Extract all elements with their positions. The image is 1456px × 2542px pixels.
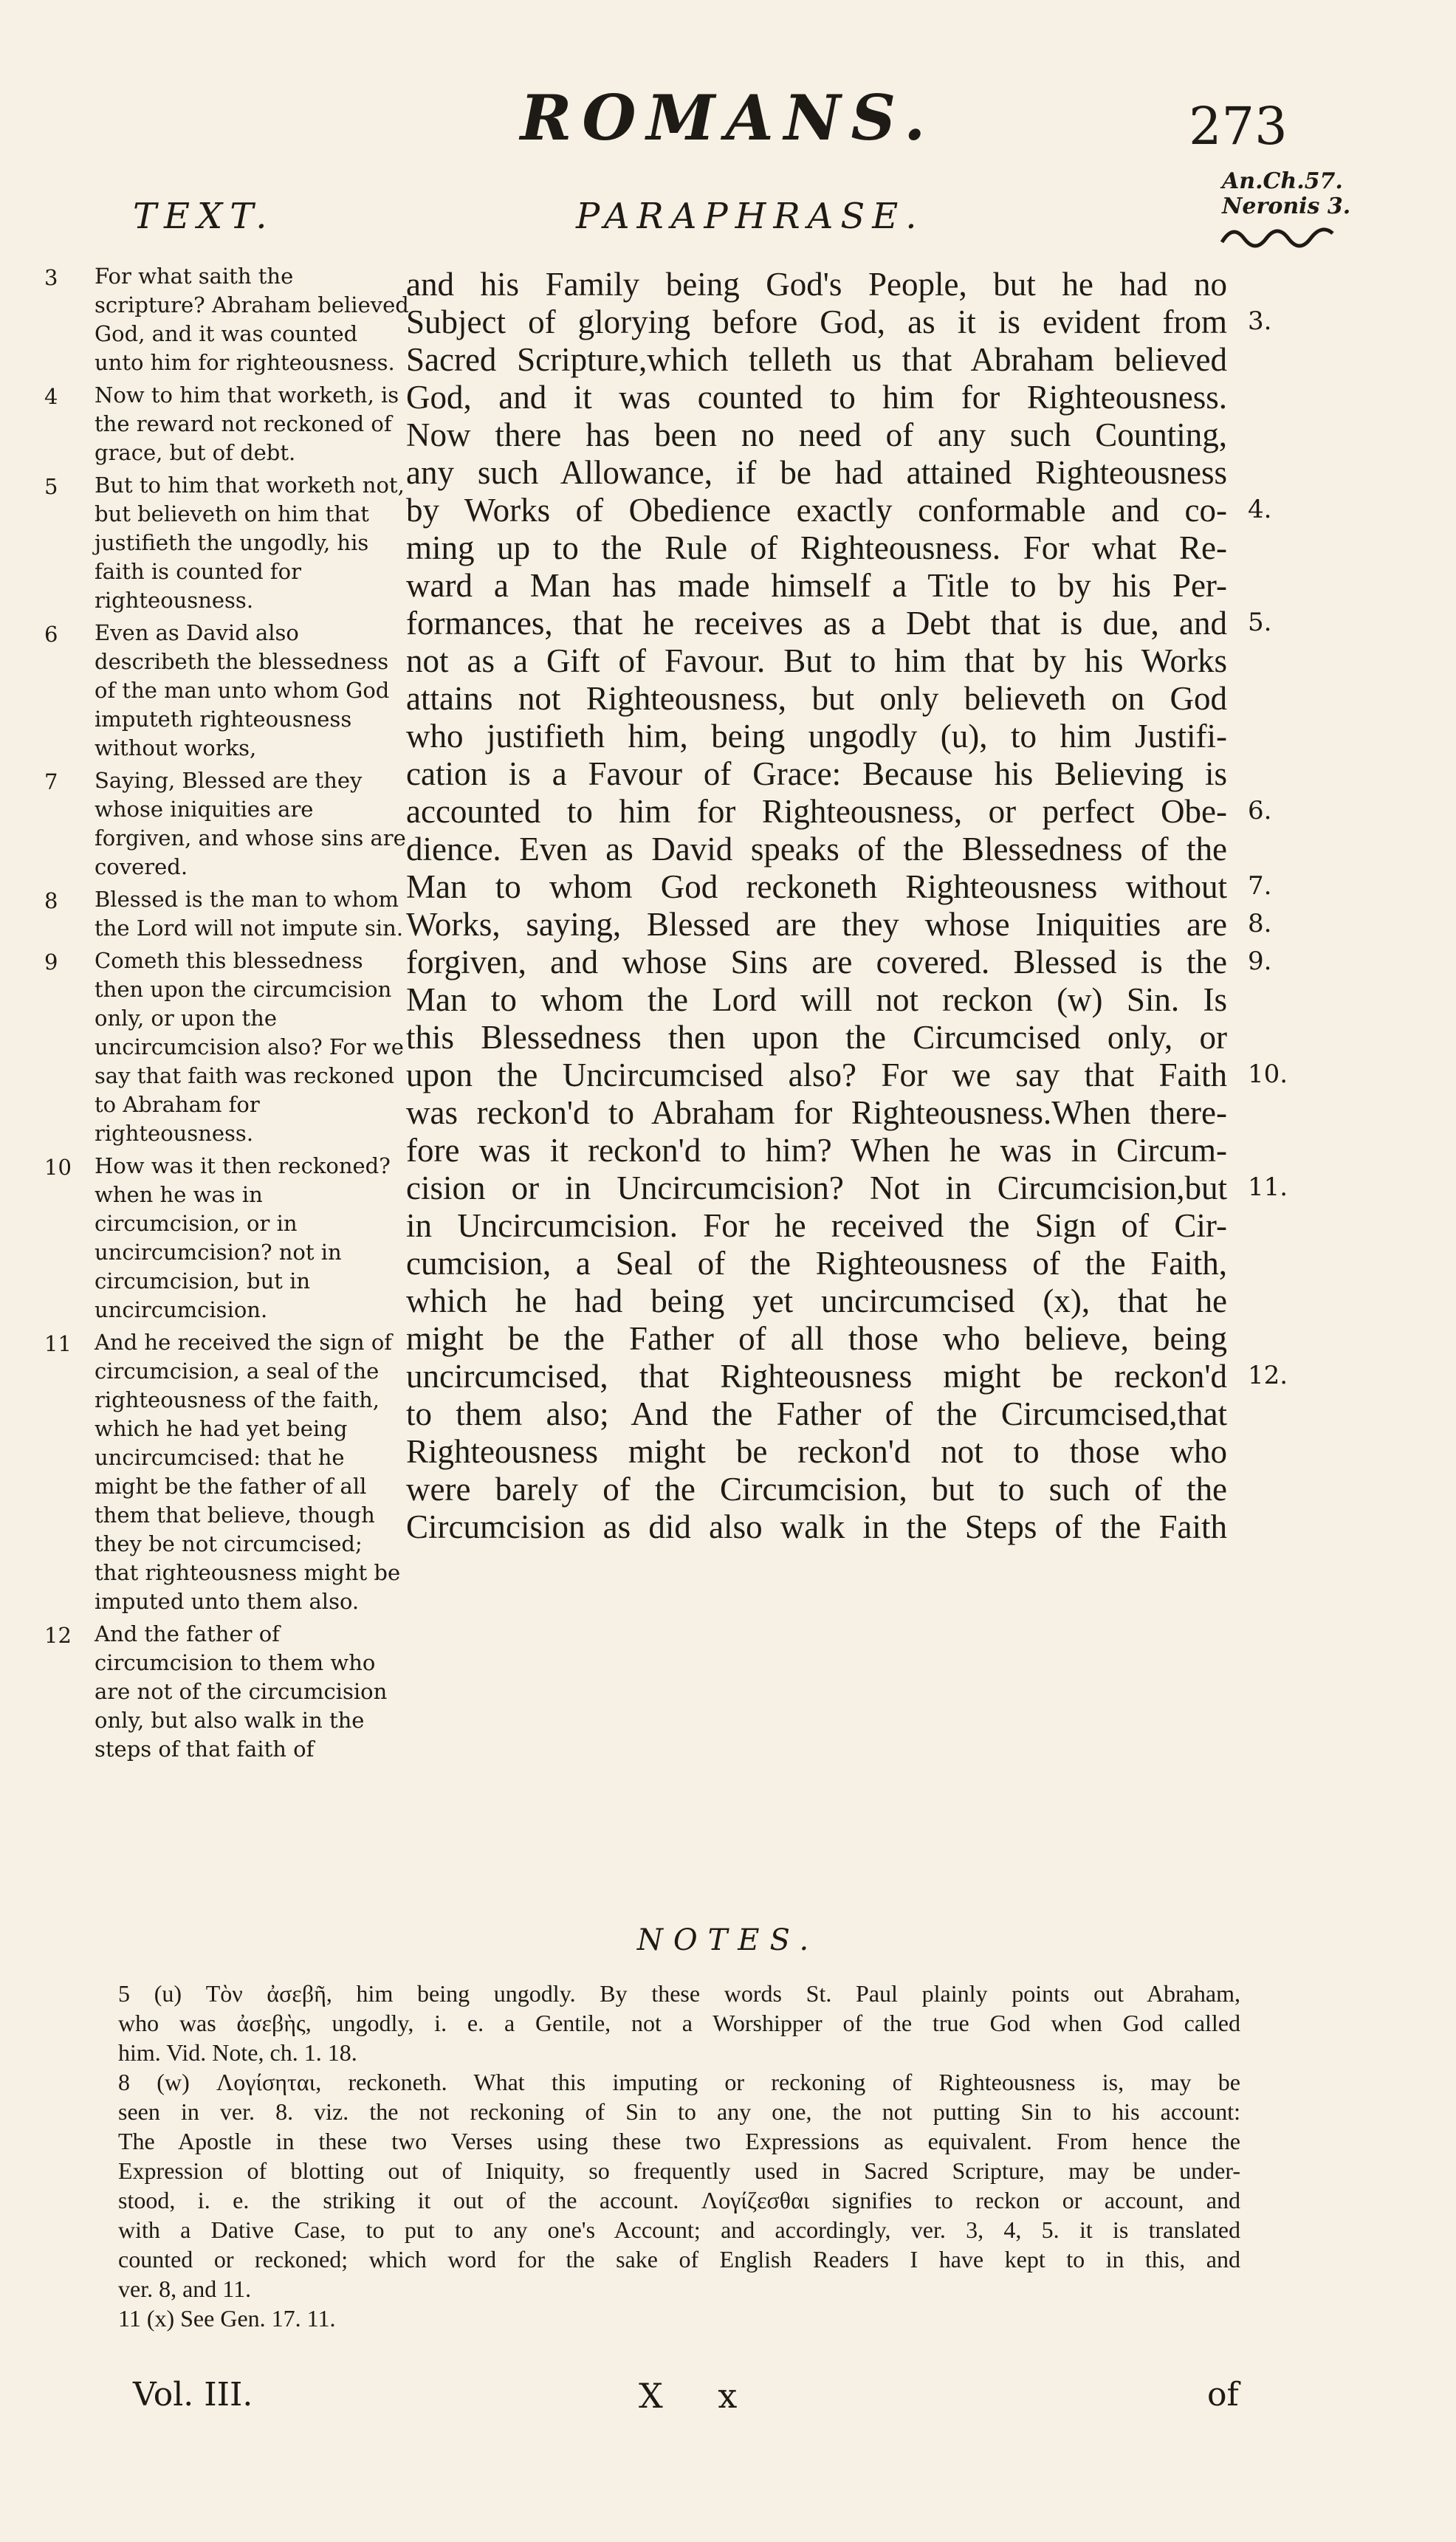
paraphrase-line: Righteousness might be reckon'd not to those who (406, 1433, 1227, 1470)
margin-verse-number: 4. (1248, 495, 1272, 524)
note-line: 11 (x) See Gen. 17. 11. (118, 2305, 336, 2332)
paraphrase-line: ward a Man has made himself a Title to by his Per- (406, 567, 1227, 604)
verse-text: Blessed is the man to whom the Lord will not impute sin. (95, 887, 404, 941)
paraphrase-line: in Uncircumcision. For he received the Sign of Cir- (406, 1207, 1227, 1244)
text-verse (44, 262, 410, 377)
text-verse (44, 1152, 410, 1325)
note-line: 5 (u) Τὸν ἀσεβῆ, him being ungodly. By these words St. Paul plainly points out Abraham, (118, 1980, 1240, 2007)
footer-signature-mark: X x (639, 2376, 760, 2416)
margin-verse-number: 10. (1248, 1059, 1288, 1089)
text-verse (44, 766, 410, 882)
margin-verse-number: 3. (1248, 306, 1272, 336)
verse-text: Now to him that worketh, is the reward not reckoned of grace, but of debt. (95, 382, 399, 465)
paraphrase-line: Circumcision as did also walk in the Steps of the Faith (406, 1508, 1227, 1545)
paraphrase-line: cation is a Favour of Grace: Because his Believing is (406, 755, 1227, 792)
text-verse (44, 471, 410, 615)
paraphrase-line: Now there has been no need of any such Counting, (406, 416, 1227, 453)
paraphrase-line: ming up to the Rule of Righteousness. For what Re- (406, 529, 1227, 566)
note-line: Expression of blotting out of Iniquity, so frequently used in Sacred Scripture, may be under- (118, 2157, 1240, 2184)
paraphrase-line: and his Family being God's People, but he had no (406, 266, 1227, 303)
paraphrase-line: was reckon'd to Abraham for Righteousness.When there- (406, 1094, 1227, 1131)
paraphrase-line: not as a Gift of Favour. But to him that by his Works (406, 642, 1227, 679)
margin-verse-number: 7. (1248, 871, 1272, 901)
footer-catchword: of (1207, 2376, 1239, 2414)
notes-section (118, 1979, 1240, 2333)
margin-verse-number: 6. (1248, 796, 1272, 825)
paraphrase-line: forgiven, and whose Sins are covered. Blessed is the (406, 944, 1227, 980)
page-number: 273 (1189, 96, 1288, 157)
ornament-flourish-icon (1218, 220, 1336, 250)
paraphrase-line: who justifieth him, being ungodly (u), to him Justifi- (406, 718, 1227, 755)
paraphrase-line: this Blessedness then upon the Circumcised only, or (406, 1019, 1227, 1056)
note-line: stood, i. e. the striking it out of the account. Λογίζεσθαι signifies to reckon or account, and (118, 2187, 1240, 2213)
paraphrase-line: God, and it was counted to him for Righteousness. (406, 379, 1227, 416)
paraphrase-line: attains not Righteousness, but only believeth on God (406, 680, 1227, 717)
paraphrase-column (406, 266, 1227, 1546)
footer-volume: Vol. III. (133, 2376, 253, 2414)
verse-text: But to him that worketh not, but believeth on him that justifieth the ungodly, his faith is counted for righteousness. (95, 473, 405, 613)
text-verse (44, 619, 410, 763)
paraphrase-line: upon the Uncircumcised also? For we say that Faith (406, 1057, 1227, 1093)
paraphrase-line: fore was it reckon'd to him? When he was in Circum- (406, 1132, 1227, 1169)
text-verse (44, 381, 410, 467)
text-verse (44, 1620, 410, 1764)
paraphrase-line: accounted to him for Righteousness, or perfect Obe- (406, 793, 1227, 830)
paraphrase-line: which he had being yet uncircumcised (x), that he (406, 1282, 1227, 1319)
note-line: ver. 8, and 11. (118, 2275, 252, 2302)
verse-number: 8 (44, 888, 58, 913)
note-line: who was ἀσεβὴς, ungodly, i. e. a Gentile, not a Worshipper of the true God when God called (118, 2010, 1240, 2036)
text-verse (44, 885, 410, 943)
note-line: The Apostle in these two Verses using these two Expressions as equivalent. From hence the (118, 2128, 1240, 2154)
verse-number: 9 (44, 949, 58, 975)
verse-number: 6 (44, 622, 58, 647)
paraphrase-line: any such Allowance, if be had attained Righteousness (406, 454, 1227, 491)
verse-number: 7 (44, 769, 58, 794)
chronology-year: An.Ch.57. (1222, 168, 1343, 194)
margin-verse-number: 9. (1248, 947, 1272, 976)
paraphrase-line: Works, saying, Blessed are they whose Iniquities are (406, 906, 1227, 943)
paraphrase-line: dience. Even as David speaks of the Blessedness of the (406, 831, 1227, 868)
paraphrase-line: Sacred Scripture,which telleth us that Abraham believed (406, 341, 1227, 378)
paraphrase-line: to them also; And the Father of the Circumcised,that (406, 1395, 1227, 1432)
verse-text: How was it then reckoned? when he was in circumcision, or in uncircumcision? not in circumcision, but in uncircumcision. (95, 1153, 391, 1322)
verse-text: For what saith the scripture? Abraham believed God, and it was counted unto him for righteousness. (95, 264, 409, 375)
margin-verse-number: 12. (1248, 1361, 1288, 1390)
chronology-reign: Neronis 3. (1222, 193, 1351, 219)
paraphrase-line: Man to whom God reckoneth Righteousness without (406, 868, 1227, 905)
paraphrase-line: cision or in Uncircumcision? Not in Circumcision,but (406, 1169, 1227, 1206)
paraphrase-line: were barely of the Circumcision, but to such of the (406, 1471, 1227, 1508)
paraphrase-line: Man to whom the Lord will not reckon (w) Sin. Is (406, 981, 1227, 1018)
paraphrase-line: Subject of glorying before God, as it is evident from (406, 303, 1227, 340)
verse-text: And the father of circumcision to them who are not of the circumcision only, but also walk in the steps of that faith of (95, 1621, 388, 1762)
paraphrase-line: uncircumcised, that Righteousness might be reckon'd (406, 1358, 1227, 1395)
text-verse (44, 947, 410, 1148)
running-title: ROMANS. (520, 81, 936, 154)
verse-text: And he received the sign of circumcision, a seal of the righteousness of the faith, which he had yet being uncircumcised: that he might be the father of all them that believe, though they be not circumcised; that righteousness might be imputed unto them also. (95, 1330, 401, 1614)
paraphrase-line: cumcision, a Seal of the Righteousness of the Faith, (406, 1245, 1227, 1282)
verse-text: Saying, Blessed are they whose iniquities are forgiven, and whose sins are covered. (95, 768, 406, 879)
note-line: him. Vid. Note, ch. 1. 18. (118, 2039, 357, 2066)
note-line: 8 (w) Λογίσηται, reckoneth. What this imputing or reckoning of Righteousness is, may be (118, 2069, 1240, 2095)
text-column-heading: TEXT. (133, 196, 275, 237)
margin-verse-number: 5. (1248, 608, 1272, 637)
scripture-text-column (44, 262, 410, 1768)
verse-number: 12 (44, 1623, 72, 1648)
verse-number: 10 (44, 1155, 72, 1180)
note-line: seen in ver. 8. viz. the not reckoning of Sin to any one, the not putting Sin to his account: (118, 2098, 1240, 2125)
paraphrase-line: formances, that he receives as a Debt that is due, and (406, 605, 1227, 642)
verse-number: 11 (44, 1331, 72, 1356)
notes-heading: NOTES. (636, 1923, 820, 1957)
margin-verse-number: 8. (1248, 909, 1272, 938)
note-line: counted or reckoned; which word for the sake of English Readers I have kept to in this, and (118, 2246, 1240, 2273)
margin-verse-number: 11. (1248, 1172, 1288, 1202)
paraphrase-line: might be the Father of all those who believe, being (406, 1320, 1227, 1357)
verse-text: Cometh this blessedness then upon the circumcision only, or upon the uncircumcision also? For we say that faith was reckoned to Abraham for righteousness. (95, 948, 404, 1146)
paraphrase-column-heading: PARAPHRASE. (576, 196, 924, 237)
paraphrase-line: by Works of Obedience exactly conformable and co- (406, 492, 1227, 529)
verse-number: 4 (44, 384, 58, 409)
verse-number: 5 (44, 474, 58, 499)
verse-text: Even as David also describeth the blessedness of the man unto whom God imputeth righteousness without works, (95, 620, 390, 760)
note-line: with a Dative Case, to put to any one's Account; and accordingly, ver. 3, 4, 5. it is translated (118, 2216, 1240, 2243)
text-verse (44, 1328, 410, 1616)
verse-number: 3 (44, 265, 58, 290)
